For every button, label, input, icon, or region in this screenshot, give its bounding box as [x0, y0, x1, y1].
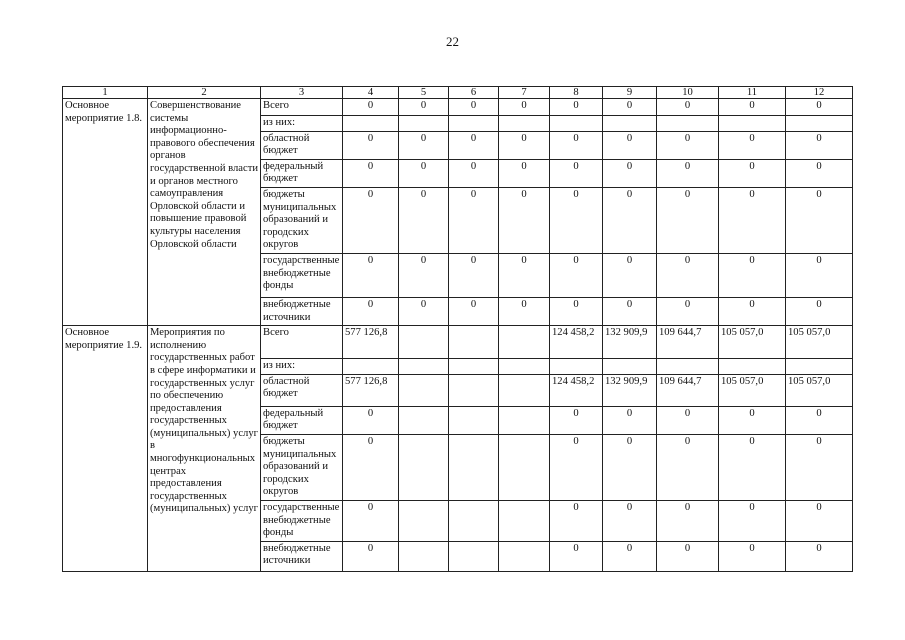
amount-cell [499, 116, 550, 132]
amount-cell [449, 541, 499, 571]
funding-source: внебюджетные источники [261, 541, 343, 571]
amount-cell: 0 [603, 99, 657, 116]
amount-cell: 0 [603, 434, 657, 500]
amount-cell: 0 [786, 541, 853, 571]
amount-cell: 0 [657, 297, 719, 325]
amount-cell [399, 359, 449, 375]
amount-cell [449, 116, 499, 132]
column-number: 10 [657, 87, 719, 99]
amount-cell [499, 359, 550, 375]
amount-cell [550, 359, 603, 375]
amount-cell: 0 [657, 99, 719, 116]
amount-cell [343, 359, 399, 375]
column-number: 12 [786, 87, 853, 99]
funding-source: из них: [261, 359, 343, 375]
column-number: 7 [499, 87, 550, 99]
amount-cell: 0 [719, 131, 786, 159]
amount-cell: 0 [719, 159, 786, 187]
amount-cell [499, 406, 550, 434]
amount-cell: 0 [786, 297, 853, 325]
amount-cell: 0 [603, 131, 657, 159]
header-row [63, 87, 853, 99]
amount-cell: 0 [343, 187, 399, 253]
amount-cell: 0 [449, 187, 499, 253]
amount-cell: 0 [786, 500, 853, 541]
amount-cell: 0 [343, 253, 399, 297]
amount-cell: 0 [719, 253, 786, 297]
measure-type: Основное мероприятие 1.9. [63, 326, 148, 572]
amount-cell [449, 374, 499, 406]
amount-cell: 0 [719, 541, 786, 571]
amount-cell [657, 116, 719, 132]
amount-cell [449, 406, 499, 434]
amount-cell: 124 458,2 [550, 326, 603, 359]
amount-cell [786, 359, 853, 375]
amount-cell: 0 [399, 297, 449, 325]
amount-cell: 105 057,0 [719, 326, 786, 359]
funding-source: бюджеты муниципальных образований и городских округов [261, 434, 343, 500]
amount-cell: 0 [657, 500, 719, 541]
amount-cell: 0 [603, 187, 657, 253]
amount-cell: 0 [786, 406, 853, 434]
amount-cell [399, 116, 449, 132]
funding-source: государственные внебюджетные фонды [261, 500, 343, 541]
column-number: 9 [603, 87, 657, 99]
amount-cell: 0 [550, 99, 603, 116]
table-row [63, 99, 853, 116]
amount-cell [603, 359, 657, 375]
funding-source: федеральный бюджет [261, 159, 343, 187]
amount-cell [657, 359, 719, 375]
amount-cell [499, 434, 550, 500]
funding-source: внебюджетные источники [261, 297, 343, 325]
budget-table [62, 86, 853, 572]
amount-cell: 0 [399, 99, 449, 116]
amount-cell [399, 326, 449, 359]
amount-cell: 132 909,9 [603, 326, 657, 359]
amount-cell: 0 [603, 159, 657, 187]
amount-cell: 0 [550, 159, 603, 187]
amount-cell: 0 [657, 159, 719, 187]
amount-cell: 0 [343, 297, 399, 325]
column-number: 8 [550, 87, 603, 99]
amount-cell: 124 458,2 [550, 374, 603, 406]
amount-cell [499, 541, 550, 571]
amount-cell: 0 [499, 99, 550, 116]
amount-cell: 0 [786, 434, 853, 500]
amount-cell: 0 [550, 434, 603, 500]
amount-cell: 0 [603, 406, 657, 434]
amount-cell: 0 [499, 253, 550, 297]
amount-cell: 0 [449, 131, 499, 159]
amount-cell [550, 116, 603, 132]
amount-cell: 0 [657, 187, 719, 253]
amount-cell [449, 326, 499, 359]
amount-cell: 0 [449, 159, 499, 187]
amount-cell: 0 [399, 159, 449, 187]
column-number: 5 [399, 87, 449, 99]
amount-cell: 0 [603, 297, 657, 325]
amount-cell: 0 [343, 159, 399, 187]
column-number: 2 [148, 87, 261, 99]
amount-cell [399, 541, 449, 571]
amount-cell [719, 116, 786, 132]
amount-cell: 0 [657, 434, 719, 500]
amount-cell: 0 [399, 187, 449, 253]
amount-cell: 577 126,8 [343, 326, 399, 359]
amount-cell: 0 [657, 406, 719, 434]
measure-type: Основное мероприятие 1.8. [63, 99, 148, 326]
amount-cell [343, 116, 399, 132]
amount-cell: 0 [719, 99, 786, 116]
amount-cell: 0 [399, 253, 449, 297]
amount-cell: 0 [343, 131, 399, 159]
funding-source: бюджеты муниципальных образований и городских округов [261, 187, 343, 253]
amount-cell: 0 [343, 406, 399, 434]
amount-cell: 0 [786, 99, 853, 116]
amount-cell [719, 359, 786, 375]
amount-cell: 0 [449, 297, 499, 325]
column-number: 4 [343, 87, 399, 99]
funding-source: Всего [261, 99, 343, 116]
funding-source: Всего [261, 326, 343, 359]
amount-cell: 109 644,7 [657, 326, 719, 359]
measure-name: Совершенствование системы информационно-правового обеспечения органов государственной власти и органов местного самоуправления Орловской области и повышение правовой культуры населения Орловской области [148, 99, 261, 326]
amount-cell: 0 [719, 297, 786, 325]
amount-cell: 132 909,9 [603, 374, 657, 406]
amount-cell: 0 [719, 406, 786, 434]
amount-cell: 0 [550, 500, 603, 541]
measure-name: Мероприятия по исполнению государственных работ в сфере информатики и государственных услуг по обеспечению предоставления государственных (муниципальных) услуг в многофункциональных центрах предоставления государственных (муниципальных) услуг [148, 326, 261, 572]
amount-cell: 0 [786, 253, 853, 297]
funding-source: федеральный бюджет [261, 406, 343, 434]
amount-cell: 0 [719, 187, 786, 253]
amount-cell [399, 374, 449, 406]
amount-cell: 0 [343, 500, 399, 541]
amount-cell: 105 057,0 [786, 326, 853, 359]
amount-cell [786, 116, 853, 132]
amount-cell: 577 126,8 [343, 374, 399, 406]
page-number: 22 [446, 34, 459, 49]
amount-cell [499, 500, 550, 541]
amount-cell: 0 [657, 131, 719, 159]
amount-cell: 0 [399, 131, 449, 159]
amount-cell: 0 [449, 253, 499, 297]
amount-cell: 109 644,7 [657, 374, 719, 406]
amount-cell [449, 359, 499, 375]
amount-cell [449, 500, 499, 541]
amount-cell: 0 [499, 297, 550, 325]
column-number: 1 [63, 87, 148, 99]
amount-cell: 0 [343, 99, 399, 116]
column-number: 11 [719, 87, 786, 99]
column-number: 6 [449, 87, 499, 99]
amount-cell: 105 057,0 [786, 374, 853, 406]
amount-cell [399, 406, 449, 434]
amount-cell: 0 [550, 131, 603, 159]
amount-cell: 0 [550, 541, 603, 571]
funding-source: государственные внебюджетные фонды [261, 253, 343, 297]
column-number: 3 [261, 87, 343, 99]
amount-cell: 0 [603, 500, 657, 541]
amount-cell [399, 434, 449, 500]
amount-cell: 0 [657, 541, 719, 571]
amount-cell: 0 [719, 434, 786, 500]
amount-cell: 0 [499, 187, 550, 253]
amount-cell: 0 [657, 253, 719, 297]
amount-cell: 0 [719, 500, 786, 541]
amount-cell: 0 [550, 406, 603, 434]
amount-cell: 0 [786, 187, 853, 253]
funding-source: областной бюджет [261, 131, 343, 159]
amount-cell: 105 057,0 [719, 374, 786, 406]
amount-cell: 0 [550, 297, 603, 325]
amount-cell [499, 374, 550, 406]
amount-cell: 0 [550, 253, 603, 297]
amount-cell [499, 326, 550, 359]
amount-cell [449, 434, 499, 500]
amount-cell: 0 [550, 187, 603, 253]
amount-cell: 0 [786, 159, 853, 187]
amount-cell: 0 [343, 541, 399, 571]
amount-cell: 0 [499, 131, 550, 159]
amount-cell: 0 [499, 159, 550, 187]
amount-cell: 0 [343, 434, 399, 500]
amount-cell: 0 [603, 253, 657, 297]
amount-cell: 0 [603, 541, 657, 571]
funding-source: из них: [261, 116, 343, 132]
table-row [63, 326, 853, 359]
amount-cell: 0 [449, 99, 499, 116]
amount-cell: 0 [786, 131, 853, 159]
amount-cell [399, 500, 449, 541]
funding-source: областной бюджет [261, 374, 343, 406]
amount-cell [603, 116, 657, 132]
